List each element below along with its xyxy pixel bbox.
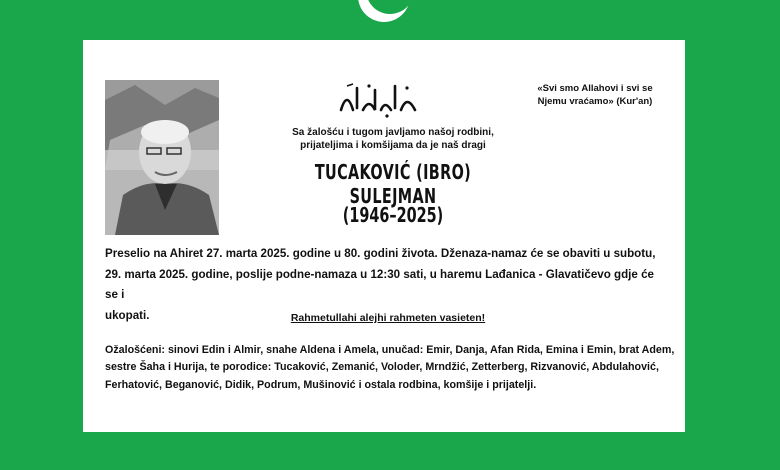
quote-line: «Svi smo Allahovi i svi se xyxy=(537,83,653,94)
obituary-card xyxy=(83,40,685,432)
announcement-line: 29. marta 2025. godine, poslije podne-namaza u 12:30 sati, u haremu Lađanica - Glavatičevo gdje će se i xyxy=(105,267,654,301)
mourners-line: Ferhatović, Beganović, Didik, Podrum, Mušinović i ostala rodbina, komšije i prijatelji. xyxy=(105,378,537,391)
portrait-photo xyxy=(105,80,219,235)
crescent-star-icon xyxy=(350,0,430,28)
mourners-list xyxy=(105,342,675,394)
intro-line: prijateljima i komšijama da je naš dragi xyxy=(300,140,486,151)
announcement-line: ukopati. xyxy=(105,308,150,322)
mourners-line: Ožalošćeni: sinovi Edin i Almir, snahe Aldena i Amela, unučad: Emir, Danja, Afan Rida, Emina i Emin, brat Adem, xyxy=(105,344,675,356)
mourners-line: sestre Šaha i Hurija, te porodice: Tucaković, Zemanić, Voloder, Mrndžić, Zetterberg, Rizvanović, Abdulahović, xyxy=(105,361,659,374)
deceased-name: TUCAKOVIĆ (IBRO) SULEJMAN xyxy=(314,160,472,208)
arabic-calligraphy-icon xyxy=(333,80,423,118)
quote-line: Njemu vraćamo» (Kur'an) xyxy=(537,96,653,107)
intro-line: Sa žalošću i tugom javljamo našoj rodbini, xyxy=(292,127,494,138)
deceased-years: (1946–2025) xyxy=(342,203,444,227)
rahmet-dua: Rahmetullahi alejhi rahmeten vasieten! xyxy=(290,312,486,324)
intro-text xyxy=(243,126,543,152)
announcement-line: Preselio na Ahiret 27. marta 2025. godine u 80. godini života. Dženaza-namaz će se obaviti u subotu, xyxy=(105,247,656,260)
quran-quote xyxy=(519,82,671,108)
